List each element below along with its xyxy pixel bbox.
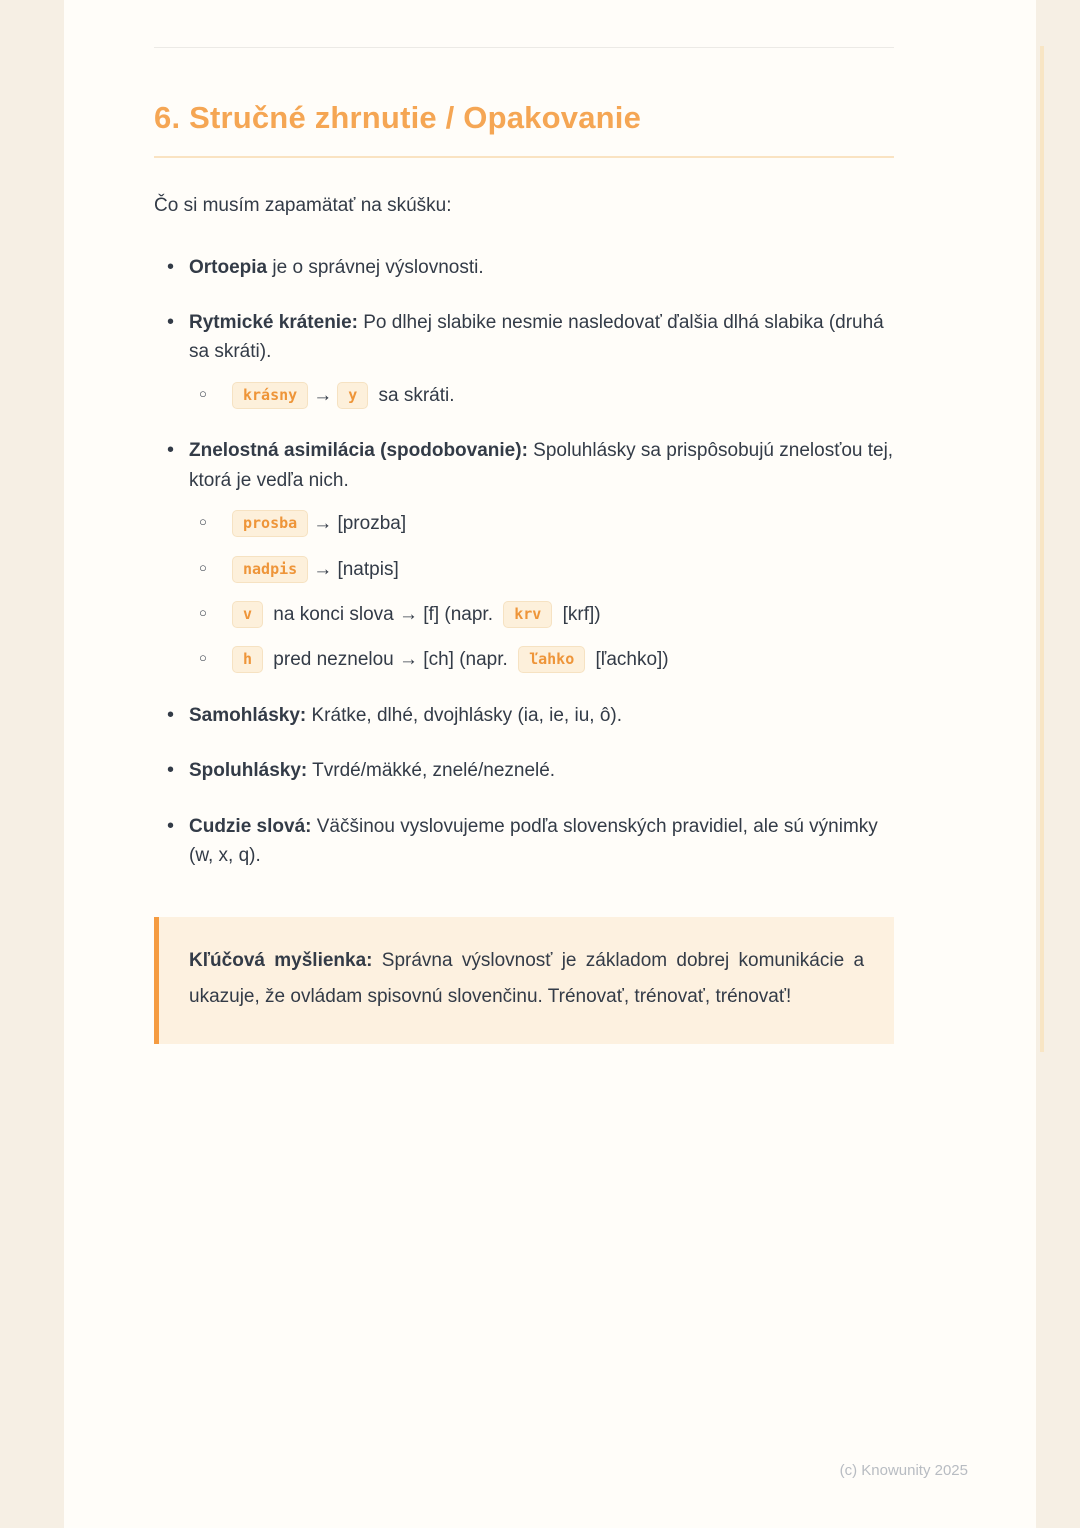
- list-item-ortoepia: [154, 253, 894, 282]
- sub-item-text: sa skráti.: [373, 384, 455, 406]
- item-text: Spoluhlásky sa prispôsobujú znelosťou tej, ktorá je vedľa nich.: [189, 440, 894, 491]
- document-page: [64, 0, 1036, 1528]
- code-chip: prosba: [232, 510, 308, 537]
- item-text: je o správnej výslovnosti.: [267, 256, 484, 278]
- arrow-glyph: →: [313, 513, 333, 535]
- code-chip: y: [337, 382, 368, 409]
- item-text: Krátke, dlhé, dvojhlásky (ia, ie, iu, ô).: [306, 704, 622, 726]
- callout-text: Správna výslovnosť je základom dobrej komunikácie a ukazuje, že ovládam spisovnú slovenčinu. Trénovať, trénovať, trénovať!: [189, 949, 865, 1008]
- sub-item-text: na konci slova → [f] (napr.: [268, 604, 499, 625]
- sub-item-text: [ľachko]): [590, 649, 669, 671]
- sub-item-text: [krf]): [557, 604, 601, 625]
- top-divider: [154, 47, 894, 48]
- right-margin-line: [1040, 46, 1044, 1052]
- list-item-cudzie-slova: [154, 812, 894, 871]
- code-chip: krv: [503, 601, 552, 628]
- list-item-rytmicke-kratenie: [154, 308, 894, 410]
- arrow-glyph: →: [313, 384, 333, 406]
- page-title: 6. Stručné zhrnutie / Opakovanie: [154, 100, 894, 158]
- sub-list: [189, 381, 894, 410]
- sub-item-text: [prozba]: [332, 513, 407, 535]
- item-term: Znelostná asimilácia (spodobovanie):: [189, 440, 528, 462]
- callout-term: Kľúčová myšlienka:: [189, 949, 373, 971]
- code-chip: v: [232, 601, 263, 628]
- list-item-samohlasky: [154, 701, 894, 730]
- sub-list: [189, 509, 894, 675]
- key-idea-callout: [154, 917, 894, 1044]
- sub-item-krasny: [199, 381, 894, 410]
- sub-item-text: pred neznelou → [ch] (napr.: [268, 649, 514, 671]
- code-chip: h: [232, 646, 263, 673]
- sub-item-nadpis: [199, 555, 894, 584]
- item-text: Tvrdé/mäkké, znelé/neznelé.: [307, 760, 556, 782]
- page-content: [154, 100, 894, 1044]
- item-term: Samohlásky:: [189, 704, 307, 726]
- list-item-asimilacia: [154, 436, 894, 675]
- item-term: Cudzie slová:: [189, 815, 312, 837]
- footer-copyright: (c) Knowunity 2025: [839, 1462, 968, 1479]
- sub-item-h: [199, 645, 894, 674]
- code-chip: nadpis: [232, 556, 308, 583]
- arrow-glyph: →: [313, 558, 333, 580]
- sub-item-v: [199, 600, 894, 629]
- summary-list: [154, 253, 894, 871]
- code-chip: krásny: [232, 382, 308, 409]
- item-text: Väčšinou vyslovujeme podľa slovenských pravidiel, ale sú výnimky (w, x, q).: [189, 815, 878, 867]
- sub-item-text: [natpis]: [332, 558, 399, 580]
- intro-text: Čo si musím zapamätať na skúšku:: [154, 195, 452, 216]
- item-term: Spoluhlásky:: [189, 760, 308, 782]
- code-chip: ľahko: [518, 646, 585, 673]
- item-text: Po dlhej slabike nesmie nasledovať ďalšia dlhá slabika (druhá sa skráti).: [189, 311, 884, 363]
- list-item-spoluhlasky: [154, 756, 894, 785]
- item-term: Ortoepia: [189, 256, 268, 278]
- item-term: Rytmické krátenie:: [189, 311, 358, 333]
- sub-item-prosba: [199, 509, 894, 538]
